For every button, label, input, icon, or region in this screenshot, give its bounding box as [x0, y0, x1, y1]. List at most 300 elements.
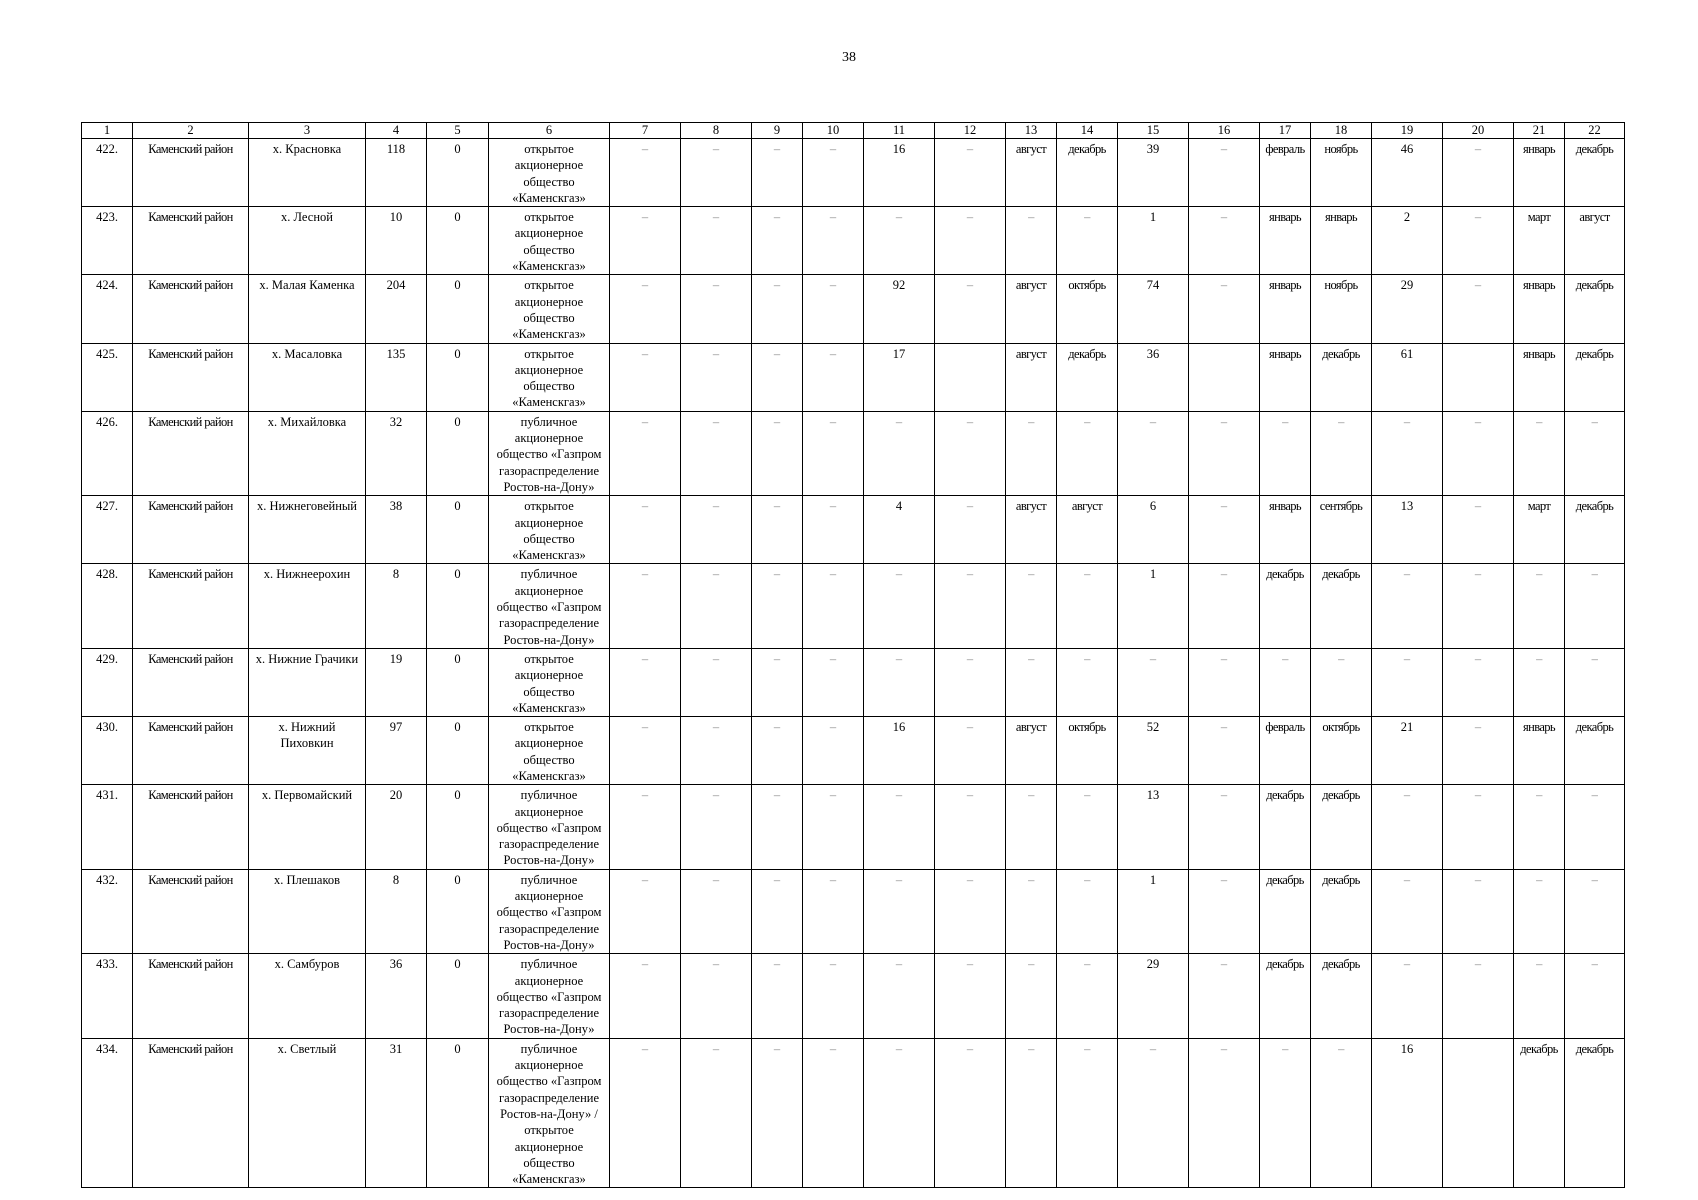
cell-c17: январь — [1260, 275, 1311, 343]
cell-c14: – — [1057, 207, 1118, 275]
cell-c10: – — [803, 869, 864, 953]
locality-cell: х. Светлый — [249, 1038, 366, 1188]
organization-cell: публичное акционерное общество «Газпром газораспределение Ростов-на-Дону» / открытое акционерное общество «Каменскгаз» — [489, 1038, 610, 1188]
organization-cell: публичное акционерное общество «Газпром газораспределение Ростов-на-Дону» — [489, 869, 610, 953]
cell-c13: август — [1006, 343, 1057, 411]
cell-c15: 29 — [1118, 954, 1189, 1038]
cell-c18: – — [1311, 1038, 1372, 1188]
column-number-21: 21 — [1514, 123, 1565, 139]
cell-c14: октябрь — [1057, 275, 1118, 343]
column-number-15: 15 — [1118, 123, 1189, 139]
cell-c10: – — [803, 785, 864, 869]
cell-c4: 19 — [366, 648, 427, 716]
column-number-6: 6 — [489, 123, 610, 139]
cell-c5: 0 — [427, 139, 489, 207]
cell-c16 — [1189, 343, 1260, 411]
cell-c9: – — [752, 869, 803, 953]
cell-c17: декабрь — [1260, 564, 1311, 648]
cell-c14: – — [1057, 1038, 1118, 1188]
cell-c12: – — [935, 869, 1006, 953]
column-number-row — [82, 123, 1625, 139]
cell-c22: декабрь — [1565, 139, 1625, 207]
cell-c7: – — [610, 496, 681, 564]
cell-c9: – — [752, 648, 803, 716]
cell-c18: декабрь — [1311, 343, 1372, 411]
column-number-18: 18 — [1311, 123, 1372, 139]
cell-c22: – — [1565, 648, 1625, 716]
cell-c5: 0 — [427, 869, 489, 953]
row-number: 433. — [82, 954, 133, 1038]
cell-c20: – — [1443, 207, 1514, 275]
cell-c21: – — [1514, 648, 1565, 716]
cell-c21: январь — [1514, 275, 1565, 343]
cell-c7: – — [610, 411, 681, 495]
cell-c9: – — [752, 139, 803, 207]
row-number: 431. — [82, 785, 133, 869]
cell-c21: – — [1514, 785, 1565, 869]
table-row — [82, 207, 1625, 275]
table-row — [82, 785, 1625, 869]
row-number: 423. — [82, 207, 133, 275]
cell-c12: – — [935, 564, 1006, 648]
cell-c22: декабрь — [1565, 717, 1625, 785]
district-cell: Каменский район — [133, 717, 249, 785]
cell-c9: – — [752, 785, 803, 869]
cell-c13: – — [1006, 1038, 1057, 1188]
cell-c21: – — [1514, 411, 1565, 495]
cell-c16: – — [1189, 954, 1260, 1038]
cell-c4: 135 — [366, 343, 427, 411]
column-number-8: 8 — [681, 123, 752, 139]
cell-c15: 36 — [1118, 343, 1189, 411]
organization-cell: открытое акционерное общество «Каменскгаз» — [489, 139, 610, 207]
cell-c11: – — [864, 785, 935, 869]
cell-c16: – — [1189, 275, 1260, 343]
cell-c17: февраль — [1260, 139, 1311, 207]
column-number-5: 5 — [427, 123, 489, 139]
column-number-10: 10 — [803, 123, 864, 139]
table-row — [82, 343, 1625, 411]
cell-c20: – — [1443, 411, 1514, 495]
cell-c5: 0 — [427, 411, 489, 495]
cell-c17: – — [1260, 1038, 1311, 1188]
cell-c17: декабрь — [1260, 869, 1311, 953]
cell-c4: 118 — [366, 139, 427, 207]
cell-c12: – — [935, 496, 1006, 564]
cell-c19: – — [1372, 411, 1443, 495]
cell-c10: – — [803, 411, 864, 495]
cell-c17: февраль — [1260, 717, 1311, 785]
cell-c8: – — [681, 869, 752, 953]
cell-c16: – — [1189, 564, 1260, 648]
cell-c13: – — [1006, 954, 1057, 1038]
cell-c9: – — [752, 343, 803, 411]
column-number-12: 12 — [935, 123, 1006, 139]
cell-c4: 20 — [366, 785, 427, 869]
district-cell: Каменский район — [133, 869, 249, 953]
cell-c16: – — [1189, 496, 1260, 564]
cell-c5: 0 — [427, 717, 489, 785]
row-number: 429. — [82, 648, 133, 716]
cell-c22: декабрь — [1565, 343, 1625, 411]
district-cell: Каменский район — [133, 954, 249, 1038]
cell-c18: – — [1311, 411, 1372, 495]
cell-c13: август — [1006, 717, 1057, 785]
column-number-9: 9 — [752, 123, 803, 139]
cell-c12: – — [935, 139, 1006, 207]
cell-c16: – — [1189, 207, 1260, 275]
cell-c8: – — [681, 1038, 752, 1188]
organization-cell: публичное акционерное общество «Газпром газораспределение Ростов-на-Дону» — [489, 954, 610, 1038]
cell-c11: – — [864, 564, 935, 648]
cell-c20: – — [1443, 564, 1514, 648]
cell-c10: – — [803, 343, 864, 411]
cell-c18: сентябрь — [1311, 496, 1372, 564]
cell-c10: – — [803, 207, 864, 275]
organization-cell: открытое акционерное общество «Каменскгаз» — [489, 717, 610, 785]
cell-c7: – — [610, 717, 681, 785]
cell-c21: март — [1514, 207, 1565, 275]
cell-c21: – — [1514, 869, 1565, 953]
cell-c4: 32 — [366, 411, 427, 495]
cell-c12: – — [935, 411, 1006, 495]
cell-c10: – — [803, 1038, 864, 1188]
cell-c12: – — [935, 275, 1006, 343]
cell-c18: январь — [1311, 207, 1372, 275]
cell-c5: 0 — [427, 1038, 489, 1188]
column-number-16: 16 — [1189, 123, 1260, 139]
cell-c12 — [935, 343, 1006, 411]
table-row — [82, 564, 1625, 648]
row-number: 434. — [82, 1038, 133, 1188]
cell-c21: январь — [1514, 717, 1565, 785]
cell-c5: 0 — [427, 564, 489, 648]
cell-c17: январь — [1260, 343, 1311, 411]
column-number-13: 13 — [1006, 123, 1057, 139]
cell-c7: – — [610, 564, 681, 648]
cell-c8: – — [681, 717, 752, 785]
cell-c22: декабрь — [1565, 275, 1625, 343]
cell-c8: – — [681, 648, 752, 716]
cell-c9: – — [752, 207, 803, 275]
cell-c9: – — [752, 1038, 803, 1188]
cell-c14: декабрь — [1057, 343, 1118, 411]
cell-c18: октябрь — [1311, 717, 1372, 785]
cell-c11: – — [864, 648, 935, 716]
cell-c15: – — [1118, 1038, 1189, 1188]
locality-cell: х. Нижний Пиховкин — [249, 717, 366, 785]
cell-c11: 16 — [864, 139, 935, 207]
cell-c21: декабрь — [1514, 1038, 1565, 1188]
cell-c8: – — [681, 139, 752, 207]
table-row — [82, 411, 1625, 495]
cell-c11: – — [864, 869, 935, 953]
cell-c10: – — [803, 954, 864, 1038]
cell-c14: – — [1057, 785, 1118, 869]
cell-c20 — [1443, 1038, 1514, 1188]
cell-c5: 0 — [427, 343, 489, 411]
cell-c19: 46 — [1372, 139, 1443, 207]
cell-c7: – — [610, 1038, 681, 1188]
cell-c4: 97 — [366, 717, 427, 785]
cell-c10: – — [803, 496, 864, 564]
organization-cell: публичное акционерное общество «Газпром газораспределение Ростов-на-Дону» — [489, 411, 610, 495]
cell-c20: – — [1443, 648, 1514, 716]
cell-c16: – — [1189, 717, 1260, 785]
cell-c8: – — [681, 411, 752, 495]
cell-c4: 36 — [366, 954, 427, 1038]
locality-cell: х. Самбуров — [249, 954, 366, 1038]
page-number: 38 — [842, 50, 856, 65]
cell-c19: 29 — [1372, 275, 1443, 343]
cell-c13: – — [1006, 207, 1057, 275]
district-cell: Каменский район — [133, 411, 249, 495]
row-number: 425. — [82, 343, 133, 411]
cell-c4: 8 — [366, 869, 427, 953]
cell-c18: декабрь — [1311, 785, 1372, 869]
cell-c19: 13 — [1372, 496, 1443, 564]
column-number-3: 3 — [249, 123, 366, 139]
cell-c22: декабрь — [1565, 1038, 1625, 1188]
cell-c7: – — [610, 343, 681, 411]
locality-cell: х. Михайловка — [249, 411, 366, 495]
cell-c17: декабрь — [1260, 954, 1311, 1038]
column-number-17: 17 — [1260, 123, 1311, 139]
cell-c14: – — [1057, 954, 1118, 1038]
cell-c14: – — [1057, 564, 1118, 648]
organization-cell: открытое акционерное общество «Каменскгаз» — [489, 648, 610, 716]
district-cell: Каменский район — [133, 1038, 249, 1188]
cell-c20: – — [1443, 785, 1514, 869]
cell-c19: – — [1372, 954, 1443, 1038]
cell-c12: – — [935, 648, 1006, 716]
cell-c19: 2 — [1372, 207, 1443, 275]
cell-c17: – — [1260, 648, 1311, 716]
column-number-22: 22 — [1565, 123, 1625, 139]
cell-c20: – — [1443, 139, 1514, 207]
cell-c13: – — [1006, 869, 1057, 953]
cell-c8: – — [681, 207, 752, 275]
row-number: 432. — [82, 869, 133, 953]
cell-c19: – — [1372, 869, 1443, 953]
cell-c13: август — [1006, 139, 1057, 207]
cell-c18: – — [1311, 648, 1372, 716]
cell-c15: 1 — [1118, 207, 1189, 275]
cell-c19: – — [1372, 564, 1443, 648]
cell-c15: 13 — [1118, 785, 1189, 869]
cell-c20: – — [1443, 275, 1514, 343]
cell-c5: 0 — [427, 648, 489, 716]
cell-c11: 92 — [864, 275, 935, 343]
district-cell: Каменский район — [133, 496, 249, 564]
cell-c8: – — [681, 343, 752, 411]
organization-cell: открытое акционерное общество «Каменскгаз» — [489, 496, 610, 564]
cell-c5: 0 — [427, 496, 489, 564]
table-row — [82, 648, 1625, 716]
cell-c13: – — [1006, 411, 1057, 495]
cell-c20: – — [1443, 496, 1514, 564]
cell-c10: – — [803, 564, 864, 648]
cell-c17: январь — [1260, 496, 1311, 564]
cell-c15: – — [1118, 411, 1189, 495]
cell-c18: декабрь — [1311, 869, 1372, 953]
cell-c18: декабрь — [1311, 564, 1372, 648]
column-number-2: 2 — [133, 123, 249, 139]
column-number-4: 4 — [366, 123, 427, 139]
cell-c8: – — [681, 496, 752, 564]
cell-c20: – — [1443, 954, 1514, 1038]
cell-c7: – — [610, 954, 681, 1038]
cell-c19: 61 — [1372, 343, 1443, 411]
column-number-1: 1 — [82, 123, 133, 139]
cell-c9: – — [752, 411, 803, 495]
cell-c19: 16 — [1372, 1038, 1443, 1188]
cell-c14: – — [1057, 411, 1118, 495]
cell-c12: – — [935, 954, 1006, 1038]
cell-c20: – — [1443, 717, 1514, 785]
cell-c4: 204 — [366, 275, 427, 343]
cell-c5: 0 — [427, 207, 489, 275]
district-cell: Каменский район — [133, 648, 249, 716]
district-cell: Каменский район — [133, 207, 249, 275]
cell-c8: – — [681, 785, 752, 869]
cell-c15: 52 — [1118, 717, 1189, 785]
cell-c13: – — [1006, 648, 1057, 716]
locality-cell: х. Нижние Грачики — [249, 648, 366, 716]
district-cell: Каменский район — [133, 564, 249, 648]
table-row — [82, 954, 1625, 1038]
cell-c17: январь — [1260, 207, 1311, 275]
organization-cell: публичное акционерное общество «Газпром газораспределение Ростов-на-Дону» — [489, 785, 610, 869]
table-row — [82, 496, 1625, 564]
cell-c10: – — [803, 648, 864, 716]
cell-c9: – — [752, 275, 803, 343]
cell-c9: – — [752, 954, 803, 1038]
column-number-14: 14 — [1057, 123, 1118, 139]
cell-c12: – — [935, 207, 1006, 275]
cell-c17: декабрь — [1260, 785, 1311, 869]
cell-c8: – — [681, 564, 752, 648]
cell-c10: – — [803, 717, 864, 785]
column-number-11: 11 — [864, 123, 935, 139]
cell-c7: – — [610, 275, 681, 343]
gasification-table — [81, 122, 1625, 1188]
row-number: 430. — [82, 717, 133, 785]
cell-c15: 39 — [1118, 139, 1189, 207]
cell-c16: – — [1189, 1038, 1260, 1188]
cell-c9: – — [752, 496, 803, 564]
locality-cell: х. Малая Каменка — [249, 275, 366, 343]
locality-cell: х. Масаловка — [249, 343, 366, 411]
locality-cell: х. Нижнеерохин — [249, 564, 366, 648]
cell-c19: 21 — [1372, 717, 1443, 785]
organization-cell: публичное акционерное общество «Газпром газораспределение Ростов-на-Дону» — [489, 564, 610, 648]
cell-c11: 4 — [864, 496, 935, 564]
cell-c7: – — [610, 648, 681, 716]
cell-c7: – — [610, 139, 681, 207]
cell-c13: – — [1006, 785, 1057, 869]
cell-c21: март — [1514, 496, 1565, 564]
cell-c11: – — [864, 207, 935, 275]
district-cell: Каменский район — [133, 139, 249, 207]
column-number-20: 20 — [1443, 123, 1514, 139]
cell-c8: – — [681, 275, 752, 343]
locality-cell: х. Красновка — [249, 139, 366, 207]
cell-c22: август — [1565, 207, 1625, 275]
row-number: 428. — [82, 564, 133, 648]
locality-cell: х. Плешаков — [249, 869, 366, 953]
cell-c16: – — [1189, 139, 1260, 207]
cell-c17: – — [1260, 411, 1311, 495]
cell-c16: – — [1189, 785, 1260, 869]
row-number: 422. — [82, 139, 133, 207]
cell-c7: – — [610, 785, 681, 869]
row-number: 426. — [82, 411, 133, 495]
cell-c11: 16 — [864, 717, 935, 785]
cell-c21: январь — [1514, 343, 1565, 411]
cell-c11: – — [864, 954, 935, 1038]
cell-c7: – — [610, 869, 681, 953]
table-row — [82, 717, 1625, 785]
cell-c5: 0 — [427, 954, 489, 1038]
cell-c16: – — [1189, 869, 1260, 953]
cell-c13: август — [1006, 496, 1057, 564]
district-cell: Каменский район — [133, 343, 249, 411]
cell-c11: – — [864, 411, 935, 495]
cell-c4: 38 — [366, 496, 427, 564]
cell-c15: 74 — [1118, 275, 1189, 343]
locality-cell: х. Нижнеговейный — [249, 496, 366, 564]
cell-c22: – — [1565, 869, 1625, 953]
table-row — [82, 1038, 1625, 1188]
cell-c4: 8 — [366, 564, 427, 648]
cell-c9: – — [752, 717, 803, 785]
cell-c13: август — [1006, 275, 1057, 343]
cell-c16: – — [1189, 411, 1260, 495]
cell-c4: 31 — [366, 1038, 427, 1188]
cell-c19: – — [1372, 785, 1443, 869]
cell-c10: – — [803, 139, 864, 207]
organization-cell: открытое акционерное общество «Каменскгаз» — [489, 343, 610, 411]
table-row — [82, 139, 1625, 207]
table-row — [82, 275, 1625, 343]
locality-cell: х. Первомайский — [249, 785, 366, 869]
cell-c5: 0 — [427, 785, 489, 869]
cell-c16: – — [1189, 648, 1260, 716]
cell-c14: октябрь — [1057, 717, 1118, 785]
row-number: 424. — [82, 275, 133, 343]
column-number-7: 7 — [610, 123, 681, 139]
cell-c18: ноябрь — [1311, 275, 1372, 343]
cell-c15: – — [1118, 648, 1189, 716]
cell-c22: декабрь — [1565, 496, 1625, 564]
cell-c12: – — [935, 785, 1006, 869]
cell-c14: декабрь — [1057, 139, 1118, 207]
cell-c14: – — [1057, 869, 1118, 953]
cell-c14: – — [1057, 648, 1118, 716]
cell-c5: 0 — [427, 275, 489, 343]
table-row — [82, 869, 1625, 953]
cell-c12: – — [935, 717, 1006, 785]
cell-c12: – — [935, 1038, 1006, 1188]
cell-c7: – — [610, 207, 681, 275]
cell-c22: – — [1565, 954, 1625, 1038]
cell-c15: 1 — [1118, 564, 1189, 648]
cell-c18: ноябрь — [1311, 139, 1372, 207]
cell-c22: – — [1565, 411, 1625, 495]
cell-c18: декабрь — [1311, 954, 1372, 1038]
cell-c9: – — [752, 564, 803, 648]
